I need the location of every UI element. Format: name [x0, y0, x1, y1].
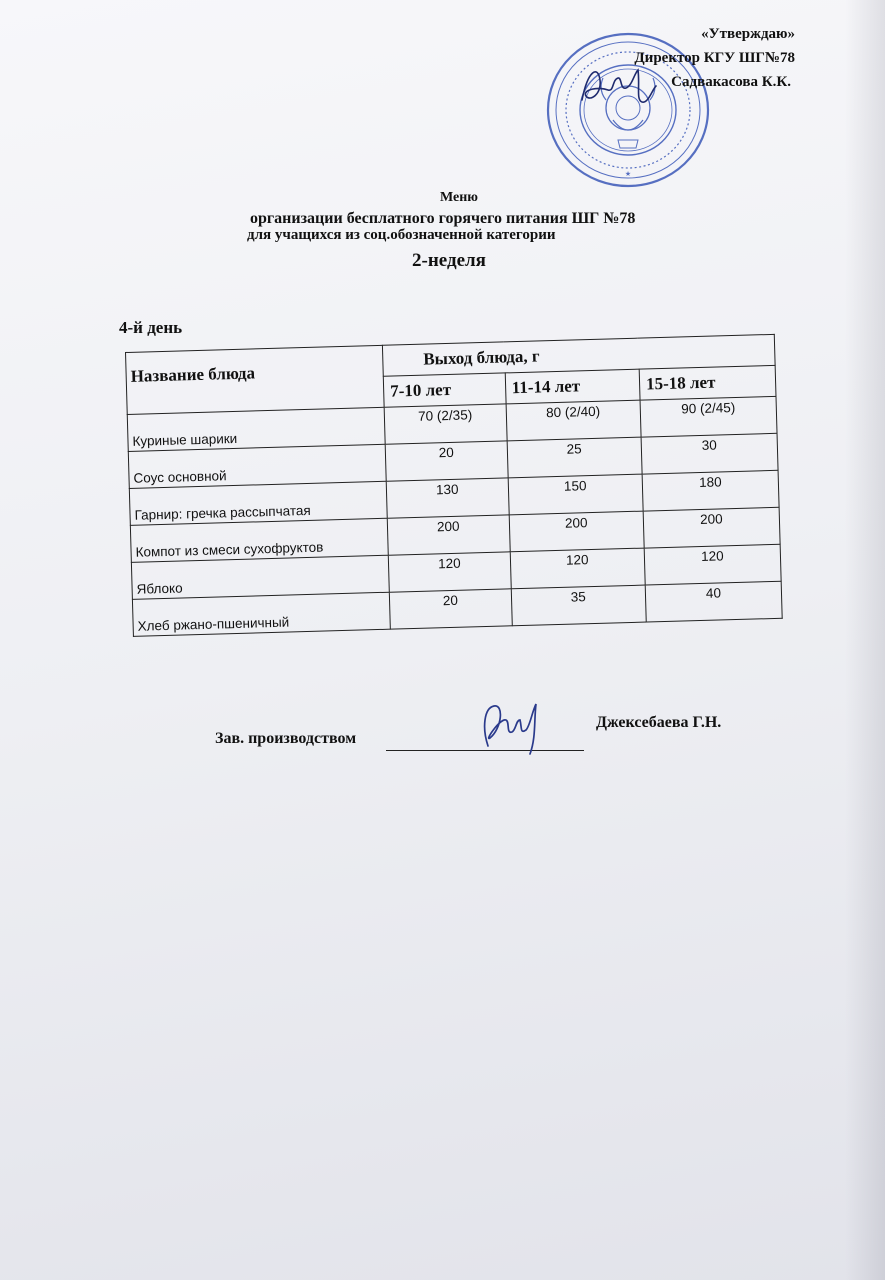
header-portion: Выход блюда, г — [382, 334, 775, 376]
portion-value-cell: 25 — [507, 437, 642, 478]
portion-value-cell: 30 — [641, 433, 778, 474]
dish-name-cell: Компот из смеси сухофруктов — [130, 518, 388, 562]
approval-director-name: Садвакасова К.К. — [671, 74, 791, 90]
svg-text:★: ★ — [624, 171, 632, 178]
dish-name-cell: Куриные шарики — [127, 407, 385, 451]
header-age-group: 7-10 лет — [383, 373, 505, 407]
portion-value-cell: 20 — [385, 441, 508, 481]
portion-value-cell: 120 — [644, 544, 781, 585]
portion-value-cell: 200 — [643, 507, 780, 548]
portion-value-cell: 20 — [389, 589, 512, 629]
portion-value-cell: 120 — [510, 548, 645, 589]
portion-value-cell: 90 (2/45) — [640, 396, 777, 437]
paper-edge-shadow — [845, 0, 885, 1280]
portion-value-cell: 130 — [386, 478, 509, 518]
dish-name-cell: Гарнир: гречка рассыпчатая — [129, 481, 387, 525]
signoff-name: Джексебаева Г.Н. — [596, 714, 722, 731]
menu-table-container — [125, 334, 783, 637]
header-age-group: 11-14 лет — [505, 369, 640, 404]
title-week: 2-неделя — [412, 250, 486, 271]
title-menu: Меню — [440, 190, 479, 205]
director-signature — [578, 60, 658, 110]
menu-table — [125, 334, 783, 637]
header-dish-name: Название блюда — [126, 345, 385, 414]
approval-label: «Утверждаю» — [701, 26, 795, 42]
header-age-group: 15-18 лет — [639, 365, 776, 400]
dish-name-cell: Яблоко — [131, 555, 389, 599]
portion-value-cell: 180 — [642, 470, 779, 511]
production-head-signature — [470, 698, 550, 760]
approval-position: Директор КГУ ШГ№78 — [634, 50, 795, 66]
day-label: 4-й день — [119, 318, 183, 337]
signoff-block — [215, 712, 775, 772]
menu-table-body — [127, 396, 782, 636]
portion-value-cell: 40 — [645, 581, 782, 622]
portion-value-cell: 200 — [509, 511, 644, 552]
dish-name-cell: Соус основной — [128, 444, 386, 488]
portion-value-cell: 120 — [388, 552, 511, 592]
title-organization: организации бесплатного горячего питания ШГ №78 — [250, 210, 636, 227]
title-category: для учащихся из соц.обозначенной категории — [247, 227, 556, 243]
portion-value-cell: 80 (2/40) — [506, 400, 641, 441]
portion-value-cell: 70 (2/35) — [384, 404, 507, 444]
approval-block — [634, 22, 795, 94]
signoff-role: Зав. производством — [215, 730, 357, 747]
portion-value-cell: 200 — [387, 515, 510, 555]
portion-value-cell: 150 — [508, 474, 643, 515]
portion-value-cell: 35 — [511, 585, 646, 626]
dish-name-cell: Хлеб ржано-пшеничный — [132, 592, 390, 636]
